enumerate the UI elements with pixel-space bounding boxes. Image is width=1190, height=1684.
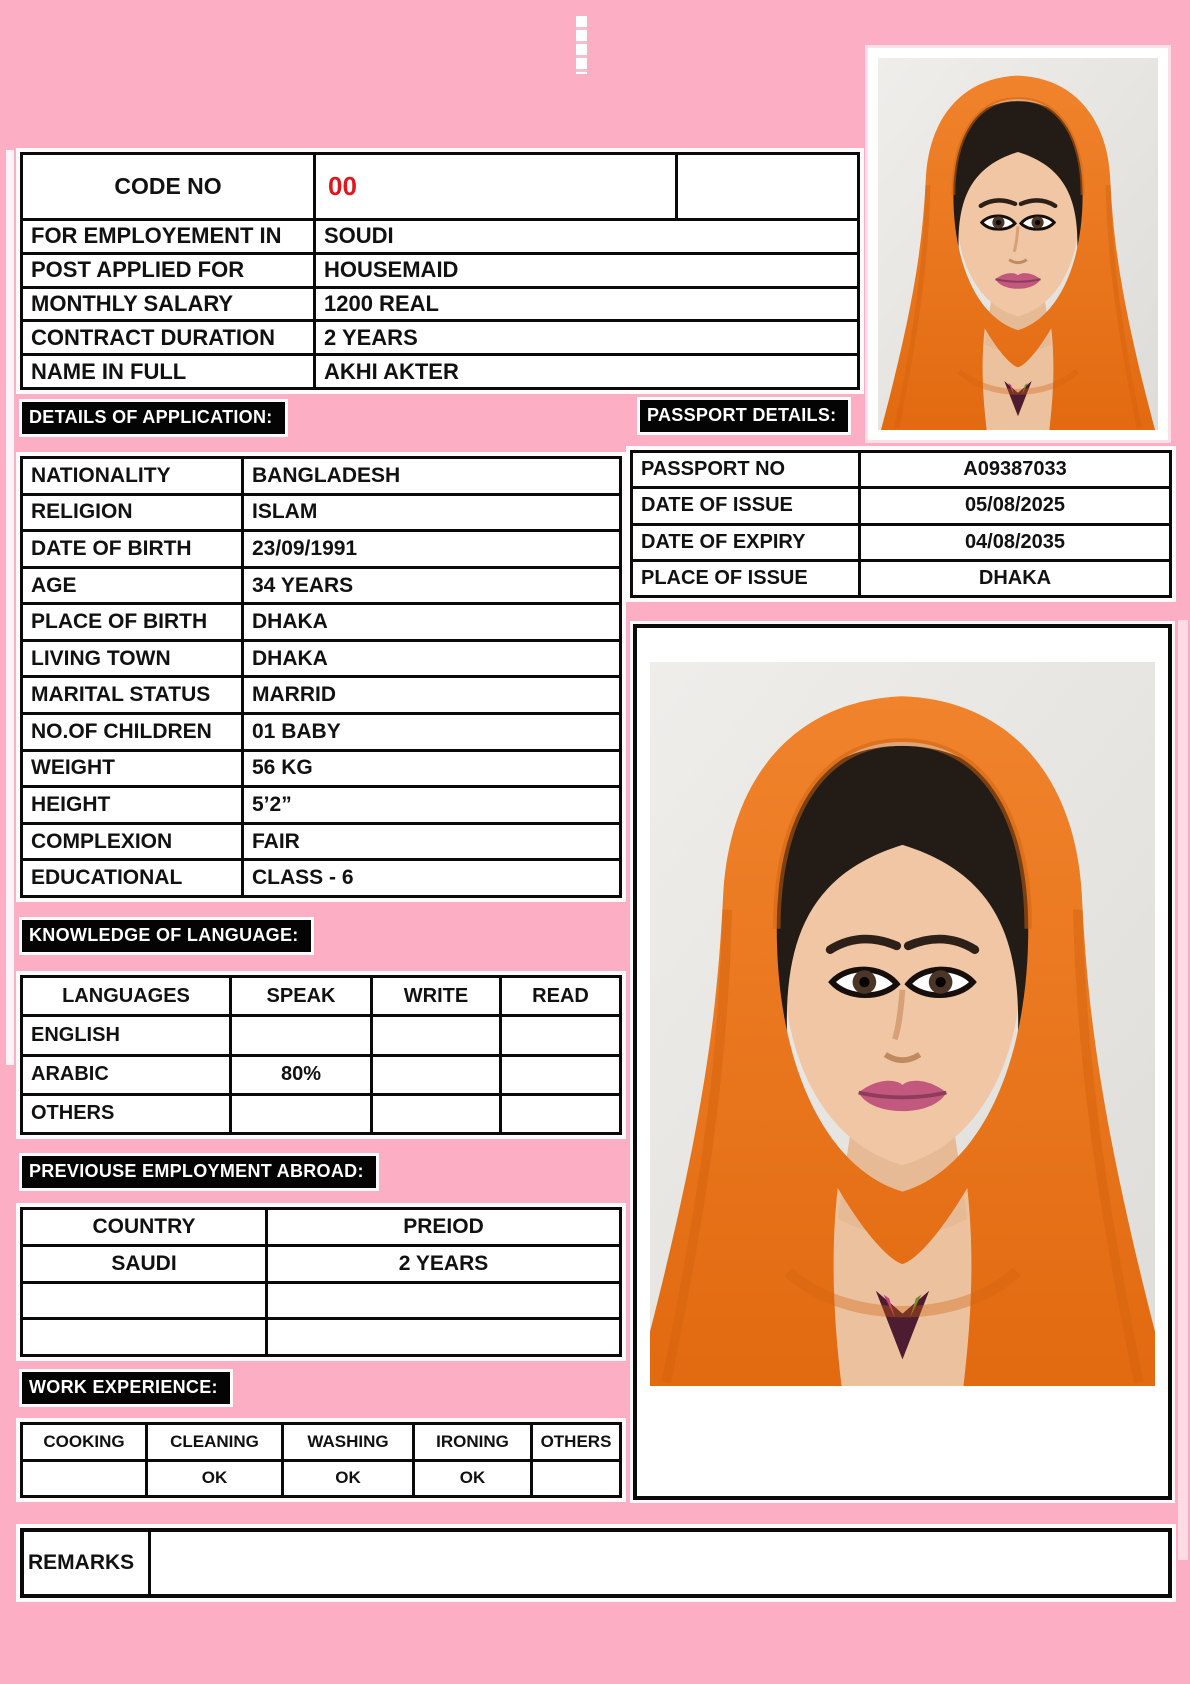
language-name: ARABIC — [31, 1063, 109, 1086]
value-cell — [241, 532, 619, 566]
table-row — [23, 858, 619, 895]
value-cell — [313, 255, 857, 286]
language-table — [20, 975, 622, 1135]
column-header — [412, 1425, 530, 1459]
label-cell — [23, 496, 241, 530]
field-label: MARITAL STATUS — [31, 683, 211, 707]
value-cell — [313, 221, 857, 252]
field-label: AGE — [31, 573, 77, 597]
table-row — [23, 639, 619, 676]
label-cell — [23, 752, 241, 786]
field-value: 2 YEARS — [324, 324, 418, 350]
label-cell — [23, 569, 241, 603]
field-label: CONTRACT DURATION — [31, 324, 276, 350]
section-title: DETAILS OF APPLICATION: — [29, 407, 273, 427]
label-cell — [23, 459, 241, 493]
portrait-illustration — [878, 58, 1158, 430]
field-value: FAIR — [252, 829, 300, 853]
write-cell — [370, 1057, 499, 1093]
field-value: ISLAM — [252, 500, 318, 524]
language-name: OTHERS — [31, 1102, 115, 1125]
skill-value: OK — [335, 1468, 361, 1488]
table-row — [23, 675, 619, 712]
value-cell — [241, 642, 619, 676]
value-cell — [313, 289, 857, 320]
empty-cell — [675, 155, 857, 218]
language-name: ENGLISH — [31, 1023, 120, 1046]
table-row — [23, 1459, 619, 1496]
country-cell — [23, 1284, 265, 1318]
scan-edge-strip — [6, 150, 14, 1065]
value-cell — [858, 526, 1169, 559]
section-title: PASSPORT DETAILS: — [647, 405, 837, 425]
field-value: 23/09/1991 — [252, 536, 358, 560]
table-row — [23, 566, 619, 603]
table-row — [23, 749, 619, 786]
column-header — [265, 1210, 619, 1244]
value-cell — [858, 453, 1169, 486]
field-value: 34 YEARS — [252, 573, 354, 597]
photo-area — [650, 662, 1155, 1386]
field-label: DATE OF BIRTH — [31, 536, 192, 560]
label-cell — [23, 356, 313, 387]
skill-value: OK — [201, 1468, 228, 1488]
field-value: MARRID — [252, 683, 336, 707]
table-row — [23, 218, 857, 252]
column-header — [229, 978, 370, 1014]
code-value: 00 — [328, 171, 357, 201]
column-header — [23, 978, 229, 1014]
label-cell — [23, 322, 313, 353]
code-value-cell — [313, 155, 675, 218]
table-row — [633, 453, 1169, 486]
field-label: COMPLEXION — [31, 829, 173, 853]
label-cell — [23, 861, 241, 895]
label-cell — [23, 289, 313, 320]
field-label: HEIGHT — [31, 792, 111, 816]
table-row — [23, 529, 619, 566]
column-header-label: PREIOD — [403, 1214, 484, 1238]
employment-table — [20, 1207, 622, 1357]
field-label: POST APPLIED FOR — [31, 257, 245, 283]
column-header-label: IRONING — [436, 1431, 509, 1451]
table-row — [633, 559, 1169, 595]
column-header — [499, 978, 619, 1014]
portrait-illustration — [650, 662, 1155, 1386]
speak-value: 80% — [280, 1063, 322, 1086]
value-cell — [858, 489, 1169, 522]
skill-value-cell — [412, 1462, 530, 1496]
field-value: AKHI AKTER — [324, 358, 459, 384]
section-title: PREVIOUSE EMPLOYMENT ABROAD: — [29, 1161, 364, 1181]
label-cell — [23, 221, 313, 252]
scan-artifact — [576, 16, 587, 74]
table-row — [23, 1281, 619, 1318]
table-row — [23, 353, 857, 387]
table-row — [23, 252, 857, 286]
field-label: DATE OF EXPIRY — [641, 530, 806, 553]
table-row — [23, 1014, 619, 1053]
read-cell — [499, 1096, 619, 1132]
period-cell — [265, 1320, 619, 1354]
passport-table — [630, 450, 1172, 598]
value-cell — [241, 825, 619, 859]
field-value: DHAKA — [252, 646, 328, 670]
period-cell — [265, 1247, 619, 1281]
field-value: SOUDI — [324, 223, 394, 249]
value-cell — [241, 788, 619, 822]
column-header-label: COUNTRY — [92, 1214, 196, 1238]
field-label: WEIGHT — [31, 756, 115, 780]
table-row — [23, 319, 857, 353]
section-header-employment — [22, 1156, 376, 1188]
field-label: NATIONALITY — [31, 463, 171, 487]
value-cell — [858, 562, 1169, 595]
table-row — [23, 155, 857, 218]
column-header-label: WASHING — [307, 1431, 389, 1451]
column-header-label: CLEANING — [170, 1431, 259, 1451]
remarks-label-cell — [24, 1532, 148, 1594]
table-row — [23, 602, 619, 639]
table-row — [23, 822, 619, 859]
skill-value: OK — [459, 1468, 486, 1488]
label-cell — [23, 678, 241, 712]
field-value: 1200 REAL — [324, 290, 439, 316]
country-value: SAUDI — [111, 1251, 177, 1275]
field-value: 05/08/2025 — [964, 494, 1066, 517]
value-cell — [241, 752, 619, 786]
label-cell — [633, 453, 858, 486]
label-cell — [633, 562, 858, 595]
field-label: PLACE OF BIRTH — [31, 610, 208, 634]
value-cell — [241, 715, 619, 749]
language-name-cell — [23, 1057, 229, 1093]
period-value: 2 YEARS — [398, 1251, 489, 1275]
country-cell — [23, 1247, 265, 1281]
work-experience-table — [20, 1422, 622, 1498]
column-header — [23, 1425, 145, 1459]
section-header-passport — [640, 400, 848, 432]
header-table — [20, 152, 860, 390]
field-value: HOUSEMAID — [324, 257, 459, 283]
field-value: DHAKA — [252, 610, 328, 634]
label-cell — [23, 715, 241, 749]
field-value: CLASS - 6 — [252, 866, 354, 890]
field-label: PLACE OF ISSUE — [641, 566, 808, 589]
table-row — [23, 1054, 619, 1093]
value-cell — [241, 605, 619, 639]
table-row — [23, 1317, 619, 1354]
label-cell — [23, 825, 241, 859]
label-cell — [23, 255, 313, 286]
value-cell — [241, 861, 619, 895]
field-label: MONTHLY SALARY — [31, 290, 234, 316]
table-row — [633, 523, 1169, 559]
table-row — [23, 459, 619, 493]
applicant-photo-large — [633, 624, 1172, 1500]
table-row — [23, 1244, 619, 1281]
field-label: PASSPORT NO — [641, 458, 786, 481]
speak-cell — [229, 1096, 370, 1132]
column-header — [370, 978, 499, 1014]
column-header-label: LANGUAGES — [62, 984, 190, 1007]
write-cell — [370, 1096, 499, 1132]
table-row — [23, 1093, 619, 1132]
read-cell — [499, 1057, 619, 1093]
section-header-work — [22, 1372, 230, 1404]
field-label: NO.OF CHILDREN — [31, 719, 212, 743]
column-header-label: COOKING — [43, 1431, 125, 1451]
table-row — [24, 1532, 1168, 1594]
section-header-details — [22, 402, 285, 434]
column-header-label: OTHERS — [540, 1431, 612, 1451]
field-label: FOR EMPLOYEMENT IN — [31, 223, 282, 249]
field-value: 56 KG — [252, 756, 313, 780]
label-cell — [633, 489, 858, 522]
skill-value-cell — [23, 1462, 145, 1496]
value-cell — [241, 569, 619, 603]
field-value: 04/08/2035 — [964, 530, 1066, 553]
field-label: LIVING TOWN — [31, 646, 171, 670]
field-label: EDUCATIONAL — [31, 866, 183, 890]
table-row — [23, 712, 619, 749]
remarks-value-cell — [148, 1532, 1168, 1594]
column-header — [281, 1425, 412, 1459]
value-cell — [313, 322, 857, 353]
table-row — [633, 486, 1169, 522]
table-header-row — [23, 1210, 619, 1244]
section-header-language — [22, 920, 311, 952]
column-header — [145, 1425, 281, 1459]
value-cell — [241, 496, 619, 530]
language-name-cell — [23, 1096, 229, 1132]
column-header-label: WRITE — [403, 984, 469, 1007]
table-header-row — [23, 1425, 619, 1459]
section-title: KNOWLEDGE OF LANGUAGE: — [29, 925, 299, 945]
value-cell — [241, 678, 619, 712]
label-cell — [23, 605, 241, 639]
applicant-photo-small — [868, 48, 1168, 440]
label-cell — [23, 642, 241, 676]
details-table — [20, 456, 622, 898]
label-cell — [23, 788, 241, 822]
table-row — [23, 785, 619, 822]
field-value: DHAKA — [978, 566, 1052, 589]
scan-edge-strip-right — [1178, 620, 1188, 1560]
section-title: WORK EXPERIENCE: — [29, 1377, 218, 1397]
label-cell — [633, 526, 858, 559]
column-header — [23, 1210, 265, 1244]
label-cell — [23, 155, 313, 218]
skill-value-cell — [281, 1462, 412, 1496]
remarks-label: REMARKS — [28, 1551, 135, 1574]
period-cell — [265, 1284, 619, 1318]
speak-cell — [229, 1017, 370, 1053]
field-value: A09387033 — [963, 458, 1067, 481]
field-label: RELIGION — [31, 500, 133, 524]
label-cell — [23, 532, 241, 566]
field-label: NAME IN FULL — [31, 358, 187, 384]
field-value: BANGLADESH — [252, 463, 401, 487]
speak-cell — [229, 1057, 370, 1093]
value-cell — [241, 459, 619, 493]
remarks-table — [20, 1528, 1172, 1598]
column-header-label: READ — [532, 984, 589, 1007]
skill-value-cell — [145, 1462, 281, 1496]
table-header-row — [23, 978, 619, 1014]
read-cell — [499, 1017, 619, 1053]
field-value: 5’2” — [252, 792, 292, 816]
table-row — [23, 286, 857, 320]
column-header — [530, 1425, 619, 1459]
value-cell — [313, 356, 857, 387]
column-header-label: SPEAK — [266, 984, 336, 1007]
table-row — [23, 493, 619, 530]
field-value: 01 BABY — [252, 719, 341, 743]
field-label: DATE OF ISSUE — [641, 494, 793, 517]
language-name-cell — [23, 1017, 229, 1053]
skill-value-cell — [530, 1462, 619, 1496]
code-no-label: CODE NO — [114, 173, 222, 199]
country-cell — [23, 1320, 265, 1354]
write-cell — [370, 1017, 499, 1053]
